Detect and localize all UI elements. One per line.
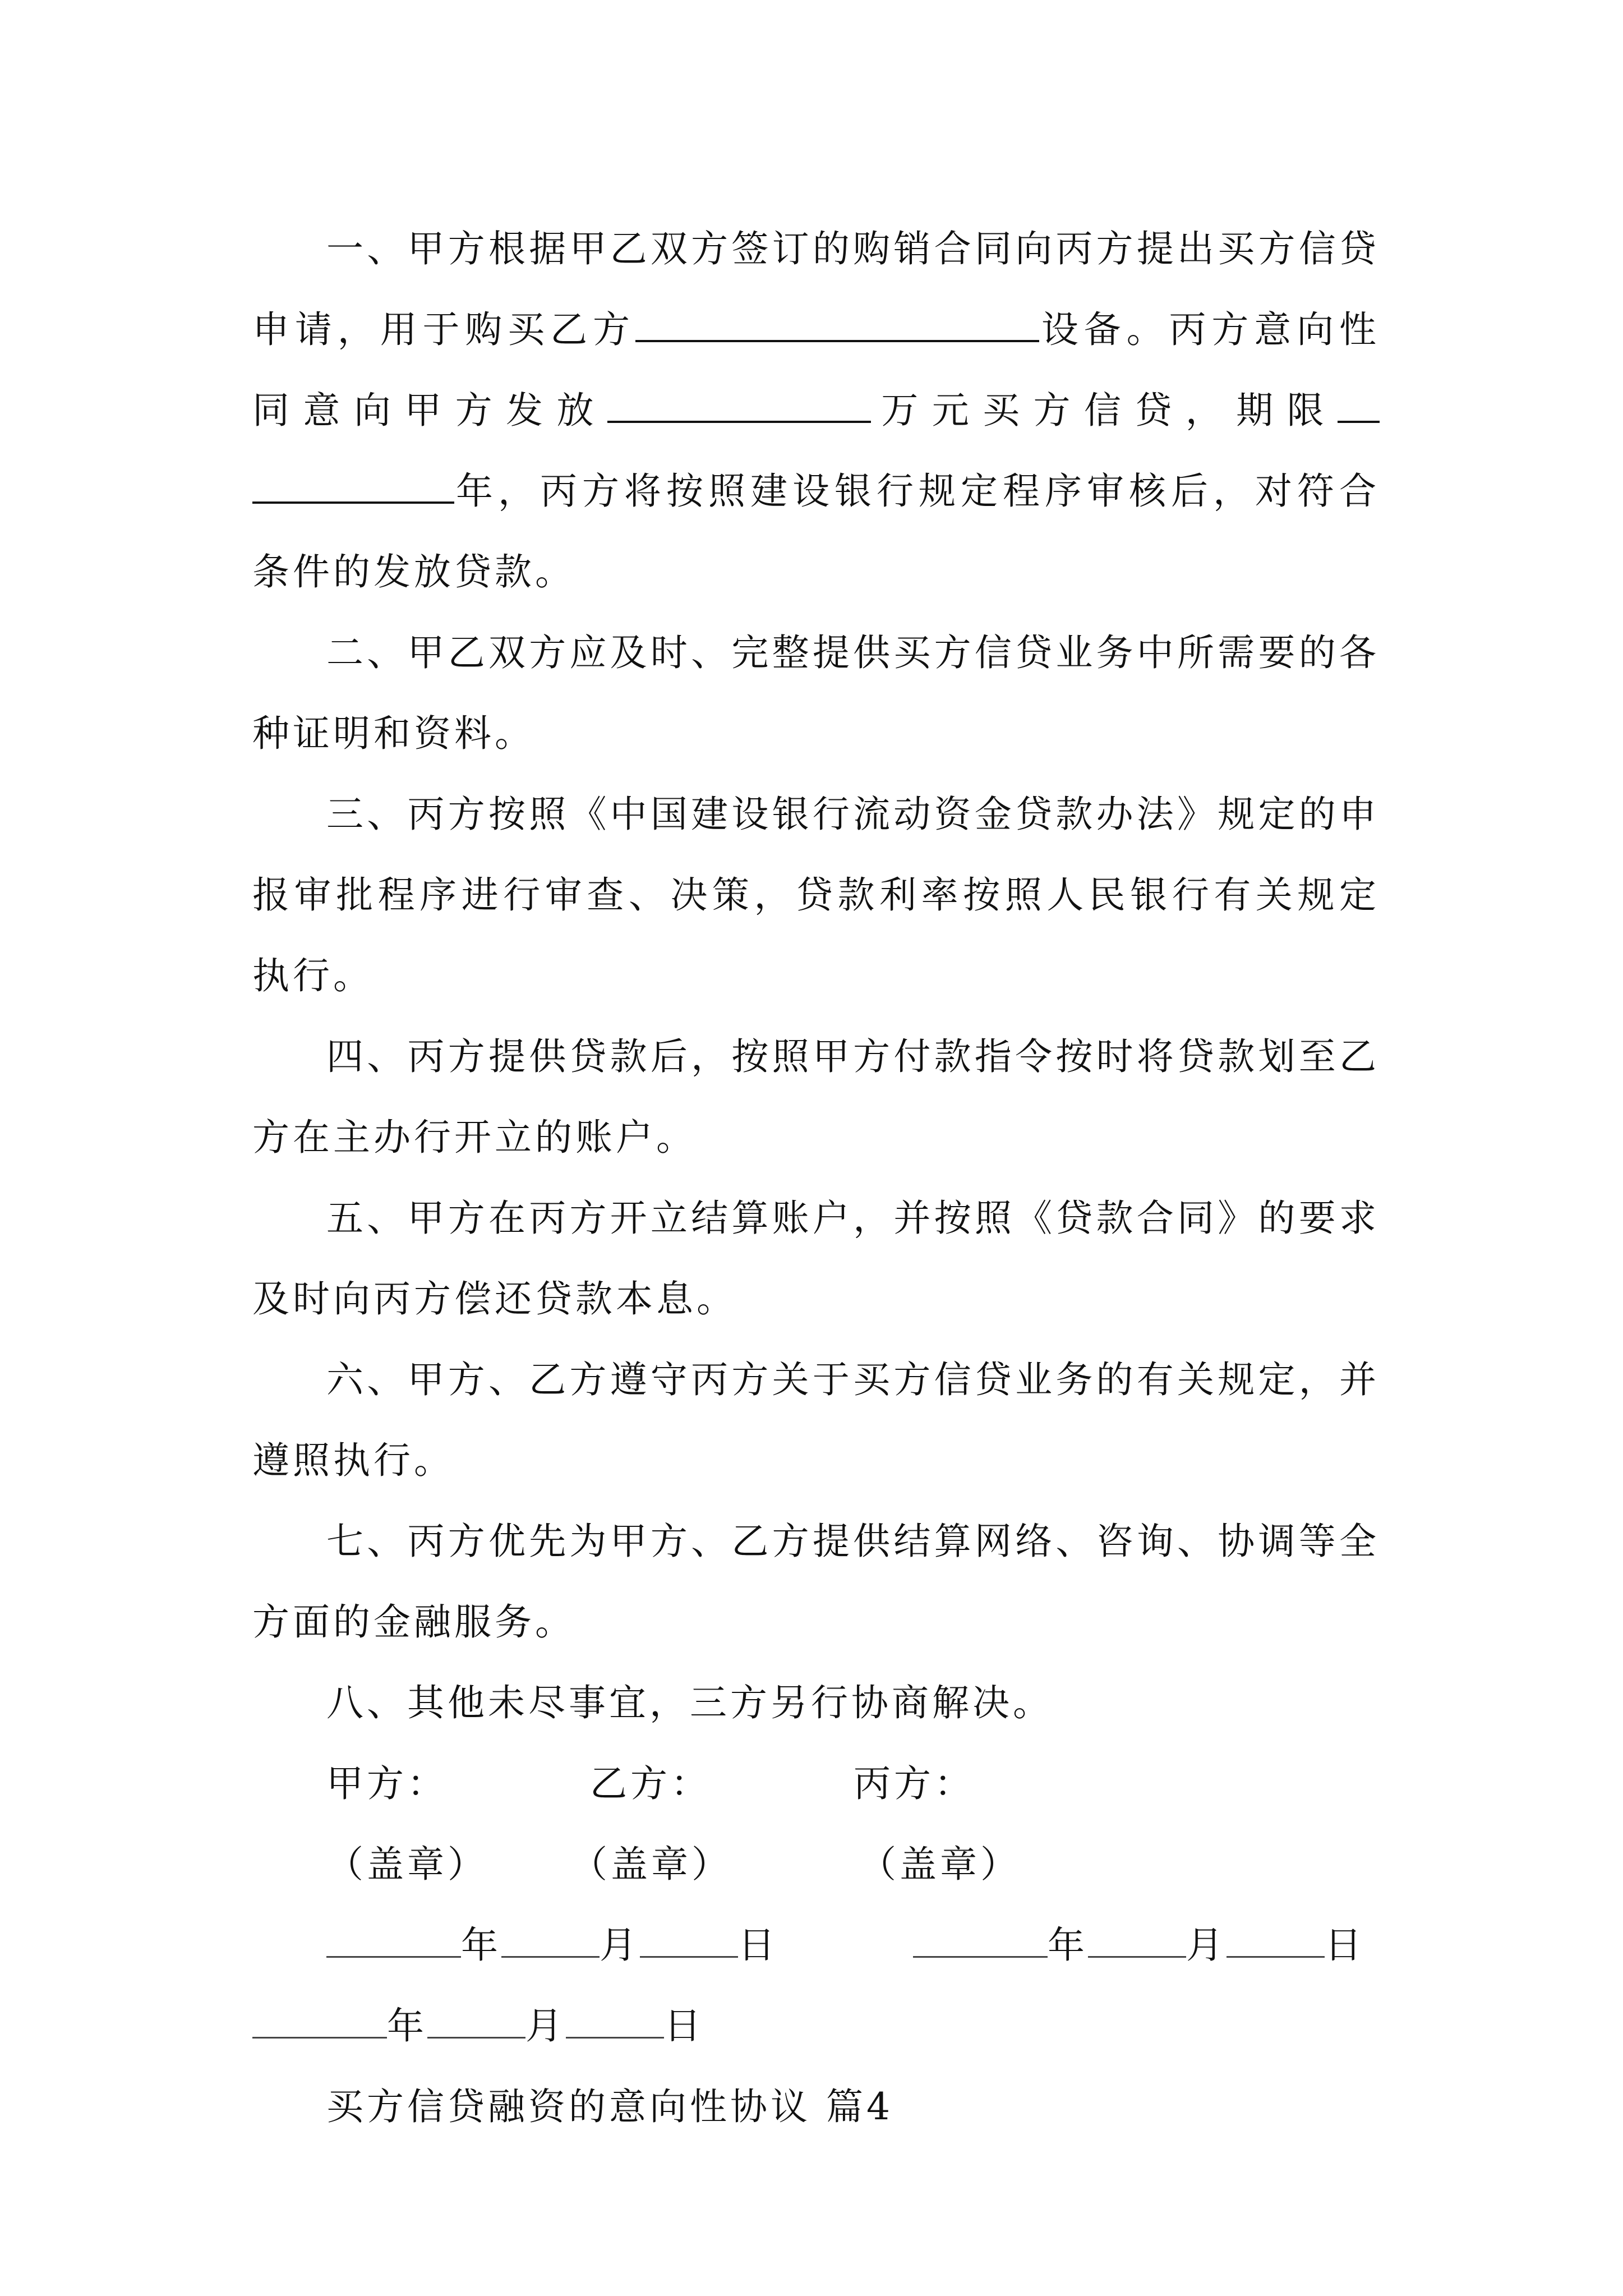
party-c-label: 丙方： <box>854 1762 975 1805</box>
year-label: 年 <box>1048 1924 1088 1967</box>
year-label: 年 <box>461 1924 501 1967</box>
party-b-label: 乙方： <box>590 1762 711 1805</box>
month-blank <box>501 1923 600 1958</box>
term-blank-part2 <box>252 466 454 504</box>
party-b-seal: （盖章） <box>570 1843 732 1886</box>
clause-1 <box>252 209 1380 613</box>
day-label: 日 <box>664 2004 704 2047</box>
date-group-a <box>326 1905 778 1986</box>
day-blank <box>640 1923 738 1958</box>
party-a-label: 甲方： <box>326 1762 448 1805</box>
clause-5: 五、甲方在丙方开立结算账户，并按照《贷款合同》的要求及时向丙方偿还贷款本息。 <box>252 1197 1380 1320</box>
clause-7: 七、丙方优先为甲方、乙方提供结算网络、咨询、协调等全方面的金融服务。 <box>252 1520 1380 1644</box>
clause-4: 四、丙方提供贷款后，按照甲方付款指令按时将贷款划至乙方在主办行开立的账户。 <box>252 1035 1380 1159</box>
date-group-b <box>913 1905 1365 1986</box>
day-blank <box>1227 1923 1325 1958</box>
clause-1-text-c: 万元买方信贷，期限 <box>870 389 1338 432</box>
clause-8: 八、其他未尽事宜，三方另行协商解决。 <box>326 1681 1053 1724</box>
month-blank <box>427 2004 525 2039</box>
agreement-body <box>252 209 1380 2147</box>
month-label: 月 <box>600 1924 640 1967</box>
day-label: 日 <box>1325 1924 1365 1967</box>
clause-1-text-a: 一、甲方根据甲乙双方签订的购销合同向丙方提出买方信贷申请，用于购买乙方 <box>252 227 1380 351</box>
day-blank <box>566 2004 664 2039</box>
next-section-title: 买方信贷融资的意向性协议 篇4 <box>326 2085 893 2128</box>
year-blank <box>326 1923 461 1958</box>
term-blank-part1 <box>1338 385 1380 423</box>
equipment-blank <box>635 305 1039 342</box>
clause-6: 六、甲方、乙方遵守丙方关于买方信贷业务的有关规定，并遵照执行。 <box>252 1358 1380 1482</box>
seal-row <box>252 1824 1380 1905</box>
month-label: 月 <box>1186 1924 1227 1967</box>
date-row-1 <box>252 1905 1380 1986</box>
day-label: 日 <box>738 1924 778 1967</box>
year-label: 年 <box>387 2004 427 2047</box>
clause-1-text-b: 设备。丙方意向性同意向甲方发放 <box>252 308 1380 432</box>
date-row-2 <box>252 1986 1380 2067</box>
party-labels-row <box>252 1743 1380 1824</box>
month-blank <box>1088 1923 1186 1958</box>
year-blank <box>252 2004 387 2039</box>
year-blank <box>913 1923 1048 1958</box>
party-c-seal: （盖章） <box>859 1843 1021 1886</box>
clause-2: 二、甲乙双方应及时、完整提供买方信贷业务中所需要的各种证明和资料。 <box>252 631 1380 755</box>
month-label: 月 <box>525 2004 566 2047</box>
party-a-seal: （盖章） <box>326 1843 488 1886</box>
clause-1-text-d: 年，丙方将按照建设银行规定程序审核后，对符合条件的发放贷款。 <box>252 470 1380 593</box>
clause-3: 三、丙方按照《中国建设银行流动资金贷款办法》规定的申报审批程序进行审查、决策，贷款利率按照人民银行有关规定执行。 <box>252 793 1380 997</box>
amount-blank <box>607 385 871 423</box>
